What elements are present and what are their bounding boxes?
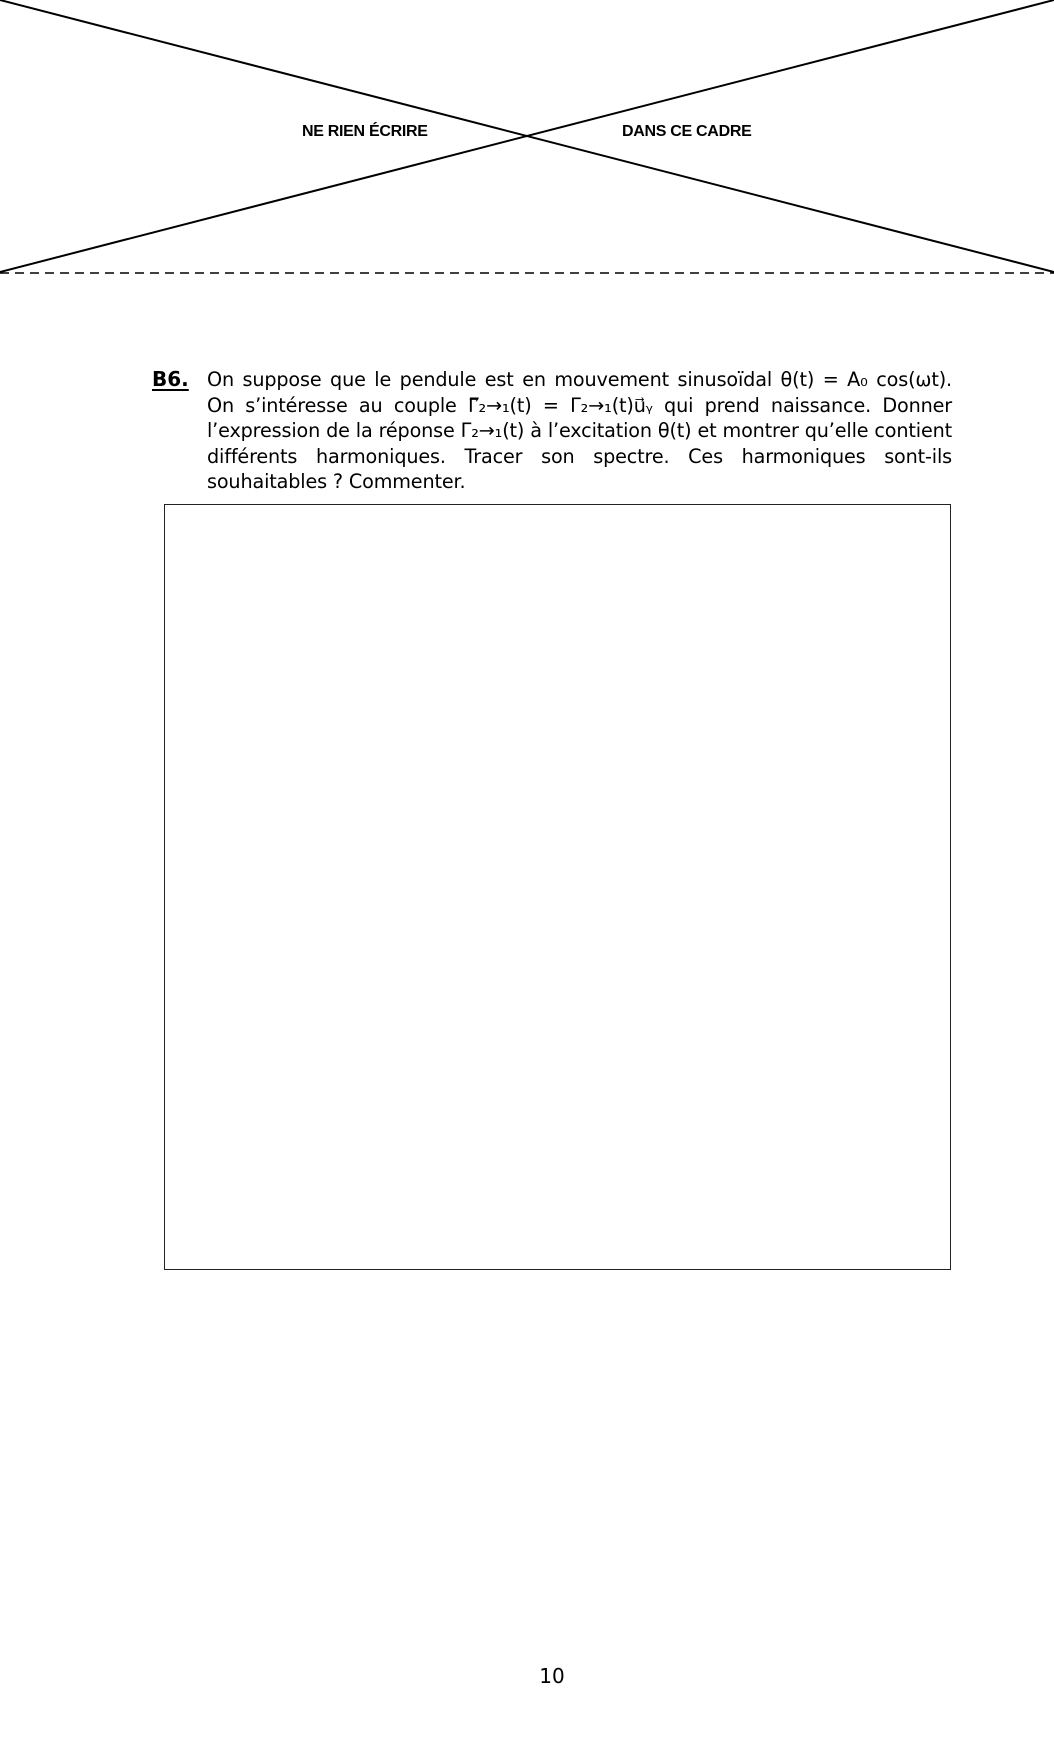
cross-lines: [0, 0, 1054, 275]
question-text: On suppose que le pendule est en mouvement sinusoïdal θ(t) = A₀ cos(ωt). On s’intéresse au couple Γ⃗₂→₁(t) = Γ₂→₁(t)u⃗ᵧ qui prend naissance. Donner l’expression de la réponse Γ₂→₁(t) à l’excitation θ(t) et montrer qu’elle contient différents harmoniques. Tracer son spectre. Ces harmoniques sont-ils souhaitables ? Commenter.: [207, 368, 952, 493]
no-write-label-right: DANS CE CADRE: [622, 123, 752, 140]
answer-box[interactable]: [164, 504, 951, 1270]
no-write-zone: [0, 0, 1054, 275]
question-number: B6.: [152, 367, 189, 391]
no-write-label-left: NE RIEN ÉCRIRE: [302, 123, 428, 140]
page-number: 10: [539, 1664, 565, 1688]
